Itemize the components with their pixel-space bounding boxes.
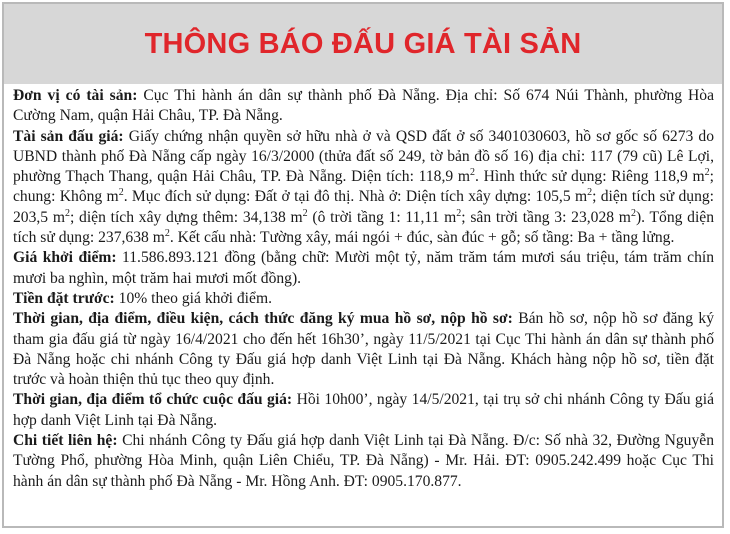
asset-text-4: . Mục đích sử dụng: Đất ở tại đô thị. Nhà ở: Diện tích xây dựng: 105,5 m (123, 188, 588, 206)
auction-text: Hồi 10h00’, ngày 14/5/2021, tại trụ sở chi nhánh Công ty Đấu giá hợp danh Việt Linh tại Đà Nẵng. (13, 391, 714, 429)
superscript: 2 (302, 207, 308, 219)
owner-section (13, 86, 714, 127)
asset-text-2: . Hình thức sử dụng: Riêng 118,9 m (475, 168, 705, 186)
auction-section (13, 390, 714, 431)
deposit-label: Tiền đặt trước: (13, 289, 115, 307)
price-text: 11.586.893.121 đồng (bằng chữ: Mười một tỷ, năm trăm tám mươi sáu triệu, tám trăm chín mươi ba nghìn, một trăm hai mươi mốt đồng). (13, 249, 714, 287)
owner-text: Cục Thi hành án dân sự thành phố Đà Nẵng. Địa chỉ: Số 674 Núi Thành, phường Hòa Cường Nam, quận Hải Châu, TP. Đà Nẵng. (13, 87, 714, 125)
notice-header (4, 4, 722, 84)
asset-text-9: ). Tổng diện tích sử dụng: 237,638 m (13, 208, 715, 247)
superscript: 2 (164, 227, 170, 239)
price-label: Giá khởi điểm: (13, 249, 117, 267)
registration-label: Thời gian, địa điểm, điều kiện, cách thức đăng ký mua hồ sơ, nộp hồ sơ: (13, 310, 513, 328)
asset-text-1: Giấy chứng nhận quyền sở hữu nhà ở và QSD đất ở số 3401030603, hồ sơ gốc số 6273 do UBND thành phố Đà Nẵng cấp ngày 16/3/2000 (thửa đất số 249, tờ bản đồ số 16) địa chỉ: 117 (79 cũ) Lê Lợi, phường Thạch Thang, quận Hải Châu, TP. Đà Nẵng. Diện tích: 118,9 m (13, 127, 714, 186)
superscript: 2 (630, 207, 636, 219)
asset-text-10: . Kết cấu nhà: Tường xây, mái ngói + đúc, sàn đúc + gỗ; số tầng: Ba + tầng lửng. (169, 229, 675, 247)
asset-text-8: ; sân trời tầng 3: 23,028 m (461, 208, 631, 226)
superscript: 2 (587, 187, 593, 199)
auction-label: Thời gian, địa điểm tổ chức cuộc đấu giá: (13, 391, 293, 409)
superscript: 2 (456, 207, 462, 219)
asset-text-3: ; chung: Không m (13, 168, 714, 206)
registration-section (13, 309, 714, 390)
contact-text: Chi nhánh Công ty Đấu giá hợp danh Việt Linh tại Đà Nẵng. Đ/c: Số nhà 32, Đường Nguyễn Tường Phổ, phường Hòa Minh, quận Liên Chiểu, TP. Đà Nẵng) - Mr. Hải. ĐT: 0905.242.499 hoặc Cục Thi hành án dân sự thành phố Đà Nẵng - Mr. Hồng Anh. ĐT: 0905.170.877. (13, 432, 714, 490)
asset-text-5: ; diện tích sử dụng: 203,5 m (13, 188, 714, 226)
superscript: 2 (704, 167, 710, 178)
contact-label: Chi tiết liên hệ: (13, 432, 118, 450)
owner-label: Đơn vị có tài sản: (13, 87, 138, 104)
notice-body (13, 86, 714, 492)
price-section (13, 248, 714, 289)
asset-text-6: ; diện tích xây dựng thêm: 34,138 m (69, 208, 303, 226)
superscript: 2 (64, 207, 70, 219)
deposit-section (13, 289, 714, 309)
superscript: 2 (118, 187, 124, 199)
contact-section (13, 431, 714, 492)
asset-label: Tài sản đấu giá: (13, 127, 124, 145)
superscript: 2 (470, 167, 476, 178)
asset-section (13, 127, 714, 249)
asset-text-7: (ô trời tầng 1: 11,11 m (307, 208, 457, 226)
auction-notice (2, 2, 724, 528)
notice-title: THÔNG BÁO ĐẤU GIÁ TÀI SẢN (144, 27, 582, 60)
deposit-text: 10% theo giá khởi điểm. (118, 289, 272, 307)
registration-text: Bán hồ sơ, nộp hồ sơ đăng ký tham gia đấu giá từ ngày 16/4/2021 cho đến hết 16h30’, ngày 11/5/2021 tại Cục Thi hành án dân sự thành phố Đà Nẵng hoặc chi nhánh Công ty Đấu giá hợp danh Việt Linh tại Đà Nẵng. Khách hàng nộp hồ sơ, tiền đặt trước và hoàn thiện thủ tục theo quy định. (13, 310, 714, 389)
